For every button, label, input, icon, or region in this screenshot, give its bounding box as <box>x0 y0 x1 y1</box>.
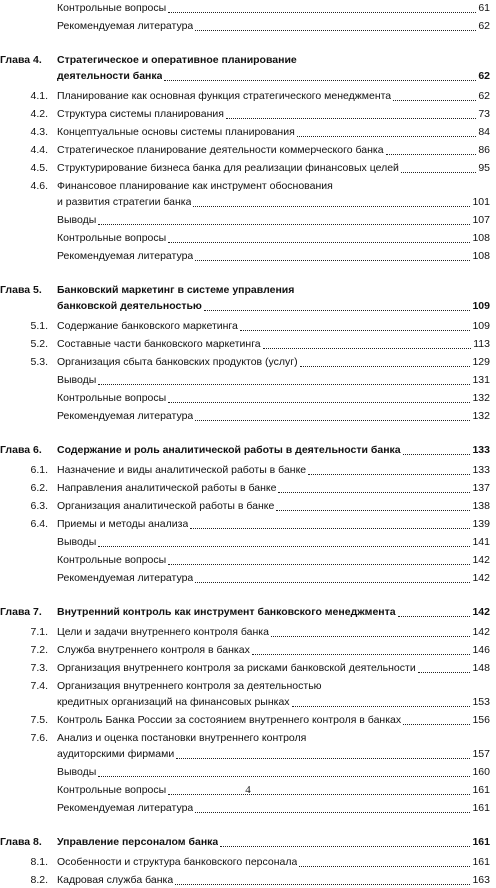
toc-line <box>0 800 496 816</box>
toc-entry-title: Стратегическое планирование деятельности коммерческого банка <box>57 144 384 156</box>
toc-line <box>0 854 496 870</box>
page-number-ref: 113 <box>473 338 490 350</box>
page-number-ref: 62 <box>478 70 490 82</box>
dot-leader <box>308 473 470 475</box>
toc-entry-title: Рекомендуемая литература <box>57 410 194 422</box>
section-number: 4.1. <box>30 90 48 102</box>
toc-line <box>0 142 496 158</box>
dot-leader <box>164 79 476 81</box>
dot-leader <box>403 723 470 725</box>
section-number: 7.3. <box>30 662 48 674</box>
toc-line <box>0 160 496 176</box>
section-number: 8.1. <box>30 856 48 868</box>
dot-leader <box>204 309 471 311</box>
dot-leader <box>276 509 470 511</box>
page-number-ref: 142 <box>472 554 490 566</box>
page-number-ref: 161 <box>472 856 490 868</box>
toc-entry-title: Контроль Банка России за состоянием внутреннего контроля в банках <box>57 714 402 726</box>
dot-leader <box>401 171 476 173</box>
dot-leader <box>168 563 470 565</box>
toc-entry-title: Организация внутреннего контроля за рисками банковской деятельности <box>57 662 416 674</box>
section-number: 4.6. <box>30 180 48 192</box>
page-number-ref: 160 <box>472 766 490 778</box>
toc-line <box>0 282 496 298</box>
dot-leader <box>176 757 470 759</box>
page-number-ref: 142 <box>472 626 490 638</box>
toc-line <box>0 694 496 710</box>
dot-leader <box>195 811 470 813</box>
section-number: 6.3. <box>30 500 48 512</box>
section-number: 5.1. <box>30 320 48 332</box>
page-number: 4 <box>245 784 251 796</box>
section-number: 7.2. <box>30 644 48 656</box>
section-number: 6.2. <box>30 482 48 494</box>
toc-entry-title: Контрольные вопросы <box>57 232 167 244</box>
toc-entry-title: Выводы <box>57 374 97 386</box>
toc-line <box>0 534 496 550</box>
toc-entry-title: Выводы <box>57 766 97 778</box>
page-number-ref: 62 <box>478 20 490 32</box>
page-number-ref: 131 <box>472 374 490 386</box>
page-number-ref: 133 <box>472 464 490 476</box>
toc-entry-title: Назначение и виды аналитической работы в банке <box>57 464 307 476</box>
toc-entry-title: Контрольные вопросы <box>57 784 167 796</box>
toc-line <box>0 354 496 370</box>
toc-line <box>0 746 496 762</box>
toc-entry-title: Организация внутреннего контроля за деятельностью <box>57 680 322 692</box>
toc-line <box>0 642 496 658</box>
dot-leader <box>220 845 470 847</box>
dot-leader <box>98 545 470 547</box>
toc-line <box>0 660 496 676</box>
toc-line <box>0 624 496 640</box>
toc-line <box>0 498 496 514</box>
chapter-label: Глава 4. <box>0 54 42 66</box>
dot-leader <box>195 259 470 261</box>
dot-leader <box>393 99 476 101</box>
toc-entry-title: аудиторскими фирмами <box>57 748 175 760</box>
toc-line <box>0 462 496 478</box>
page-number-ref: 62 <box>478 90 490 102</box>
chapter-title-line: банковской деятельностью <box>57 300 202 312</box>
page-number-ref: 61 <box>478 2 490 14</box>
page-number-ref: 109 <box>472 320 490 332</box>
toc-line <box>0 872 496 888</box>
section-number: 4.3. <box>30 126 48 138</box>
toc-entry-title: Анализ и оценка постановки внутреннего контроля <box>57 732 307 744</box>
section-number: 4.5. <box>30 162 48 174</box>
toc-line <box>0 834 496 850</box>
page-number-ref: 137 <box>472 482 490 494</box>
page-number-ref: 148 <box>472 662 490 674</box>
dot-leader <box>195 419 470 421</box>
page-number-ref: 163 <box>472 874 490 886</box>
toc-entry-title: Организация аналитической работы в банке <box>57 500 275 512</box>
page-number-ref: 156 <box>472 714 490 726</box>
toc-entry-title: Цели и задачи внутреннего контроля банка <box>57 626 269 638</box>
section-number: 6.1. <box>30 464 48 476</box>
page-number-ref: 108 <box>472 250 490 262</box>
chapter-label: Глава 8. <box>0 836 42 848</box>
section-number: 4.4. <box>30 144 48 156</box>
page-number-ref: 133 <box>472 444 490 456</box>
section-number: 7.5. <box>30 714 48 726</box>
dot-leader <box>98 775 470 777</box>
page-number-ref: 142 <box>472 606 490 618</box>
chapter-label: Глава 6. <box>0 444 42 456</box>
page-number-ref: 153 <box>472 696 490 708</box>
section-number: 4.2. <box>30 108 48 120</box>
toc-line <box>0 194 496 210</box>
toc-line <box>0 442 496 458</box>
page-number-ref: 95 <box>478 162 490 174</box>
toc-entry-title: Выводы <box>57 214 97 226</box>
section-number: 5.2. <box>30 338 48 350</box>
toc-line <box>0 764 496 780</box>
dot-leader <box>418 671 471 673</box>
section-number: 5.3. <box>30 356 48 368</box>
toc-entry-title: Контрольные вопросы <box>57 554 167 566</box>
dot-leader <box>168 401 470 403</box>
toc-line <box>0 604 496 620</box>
toc-line <box>0 516 496 532</box>
dot-leader <box>292 705 471 707</box>
toc-line <box>0 570 496 586</box>
toc-line <box>0 390 496 406</box>
dot-leader <box>190 527 470 529</box>
page-number-ref: 139 <box>472 518 490 530</box>
toc-entry-title: Концептуальные основы системы планирования <box>57 126 295 138</box>
page-number-ref: 84 <box>478 126 490 138</box>
page-number-ref: 129 <box>472 356 490 368</box>
toc-line <box>0 318 496 334</box>
chapter-title-line: Управление персоналом банка <box>57 836 219 848</box>
dot-leader <box>300 365 471 367</box>
page-number-ref: 101 <box>472 196 490 208</box>
page-number-ref: 138 <box>472 500 490 512</box>
page-number-ref: 157 <box>472 748 490 760</box>
toc-line <box>0 230 496 246</box>
toc-line <box>0 480 496 496</box>
toc-entry-title: Выводы <box>57 536 97 548</box>
toc-line <box>0 18 496 34</box>
dot-leader <box>168 241 470 243</box>
chapter-title-line: Банковский маркетинг в системе управления <box>57 284 295 296</box>
toc-entry-title: Рекомендуемая литература <box>57 250 194 262</box>
dot-leader <box>278 491 470 493</box>
toc-line <box>0 552 496 568</box>
dot-leader <box>271 635 471 637</box>
dot-leader <box>403 453 471 455</box>
section-number: 6.4. <box>30 518 48 530</box>
toc-line <box>0 298 496 314</box>
chapter-title-line: Стратегическое и оперативное планирование <box>57 54 297 66</box>
toc-entry-title: Рекомендуемая литература <box>57 20 194 32</box>
chapter-title-line: Содержание и роль аналитической работы в деятельности банка <box>57 444 401 456</box>
section-number: 7.6. <box>30 732 48 744</box>
toc-entry-title: Структурирование бизнеса банка для реализации финансовых целей <box>57 162 399 174</box>
toc-entry-title: Контрольные вопросы <box>57 2 167 14</box>
dot-leader <box>263 347 472 349</box>
toc-line <box>0 0 496 16</box>
page-number-ref: 107 <box>472 214 490 226</box>
toc-entry-title: Рекомендуемая литература <box>57 802 194 814</box>
dot-leader <box>195 581 470 583</box>
section-number: 7.1. <box>30 626 48 638</box>
page-number-ref: 108 <box>472 232 490 244</box>
page-number-ref: 161 <box>472 784 490 796</box>
toc-entry-title: Кадровая служба банка <box>57 874 174 886</box>
page-number-ref: 73 <box>478 108 490 120</box>
dot-leader <box>226 117 476 119</box>
toc-line <box>0 248 496 264</box>
dot-leader <box>398 615 471 617</box>
dot-leader <box>193 205 470 207</box>
toc-line <box>0 408 496 424</box>
toc-entry-title: и развития стратегии банка <box>57 196 192 208</box>
toc-line <box>0 372 496 388</box>
dot-leader <box>240 329 471 331</box>
dot-leader <box>297 135 477 137</box>
dot-leader <box>386 153 477 155</box>
dot-leader <box>168 11 476 13</box>
toc-entry-title: Составные части банковского маркетинга <box>57 338 261 350</box>
page-number-ref: 146 <box>472 644 490 656</box>
toc-line <box>0 336 496 352</box>
toc-line <box>0 124 496 140</box>
toc-entry-title: Финансовое планирование как инструмент обоснования <box>57 180 333 192</box>
dot-leader <box>98 383 470 385</box>
toc-line <box>0 106 496 122</box>
dot-leader <box>98 223 470 225</box>
page-number-ref: 142 <box>472 572 490 584</box>
toc-entry-title: Направления аналитической работы в банке <box>57 482 277 494</box>
toc-entry-title: Рекомендуемая литература <box>57 572 194 584</box>
toc-entry-title: Особенности и структура банковского персонала <box>57 856 298 868</box>
toc-line <box>0 730 496 746</box>
dot-leader <box>195 29 476 31</box>
toc-entry-title: Приемы и методы анализа <box>57 518 189 530</box>
section-number: 7.4. <box>30 680 48 692</box>
page-number-ref: 132 <box>472 410 490 422</box>
section-number: 8.2. <box>30 874 48 886</box>
dot-leader <box>299 865 470 867</box>
chapter-title-line: Внутренний контроль как инструмент банковского менеджмента <box>57 606 396 618</box>
toc-line <box>0 678 496 694</box>
toc-entry-title: Планирование как основная функция стратегического менеджмента <box>57 90 392 102</box>
toc-line <box>0 88 496 104</box>
toc-line <box>0 68 496 84</box>
dot-leader <box>175 883 470 885</box>
page-number-ref: 86 <box>478 144 490 156</box>
chapter-title-line: деятельности банка <box>57 70 163 82</box>
chapter-label: Глава 5. <box>0 284 42 296</box>
toc-line <box>0 212 496 228</box>
toc-entry-title: Структура системы планирования <box>57 108 224 120</box>
toc-entry-title: кредитных организаций на финансовых рынках <box>57 696 290 708</box>
page-number-ref: 132 <box>472 392 490 404</box>
toc-entry-title: Служба внутреннего контроля в банках <box>57 644 250 656</box>
page-number-ref: 161 <box>472 836 490 848</box>
toc-entry-title: Организация сбыта банковских продуктов (услуг) <box>57 356 298 368</box>
toc-line <box>0 52 496 68</box>
page-number-ref: 109 <box>472 300 490 312</box>
toc-entry-title: Контрольные вопросы <box>57 392 167 404</box>
toc-line <box>0 178 496 194</box>
chapter-label: Глава 7. <box>0 606 42 618</box>
toc-entry-title: Содержание банковского маркетинга <box>57 320 238 332</box>
page-number-ref: 161 <box>472 802 490 814</box>
page-number-ref: 141 <box>472 536 490 548</box>
dot-leader <box>252 653 471 655</box>
toc-line <box>0 712 496 728</box>
